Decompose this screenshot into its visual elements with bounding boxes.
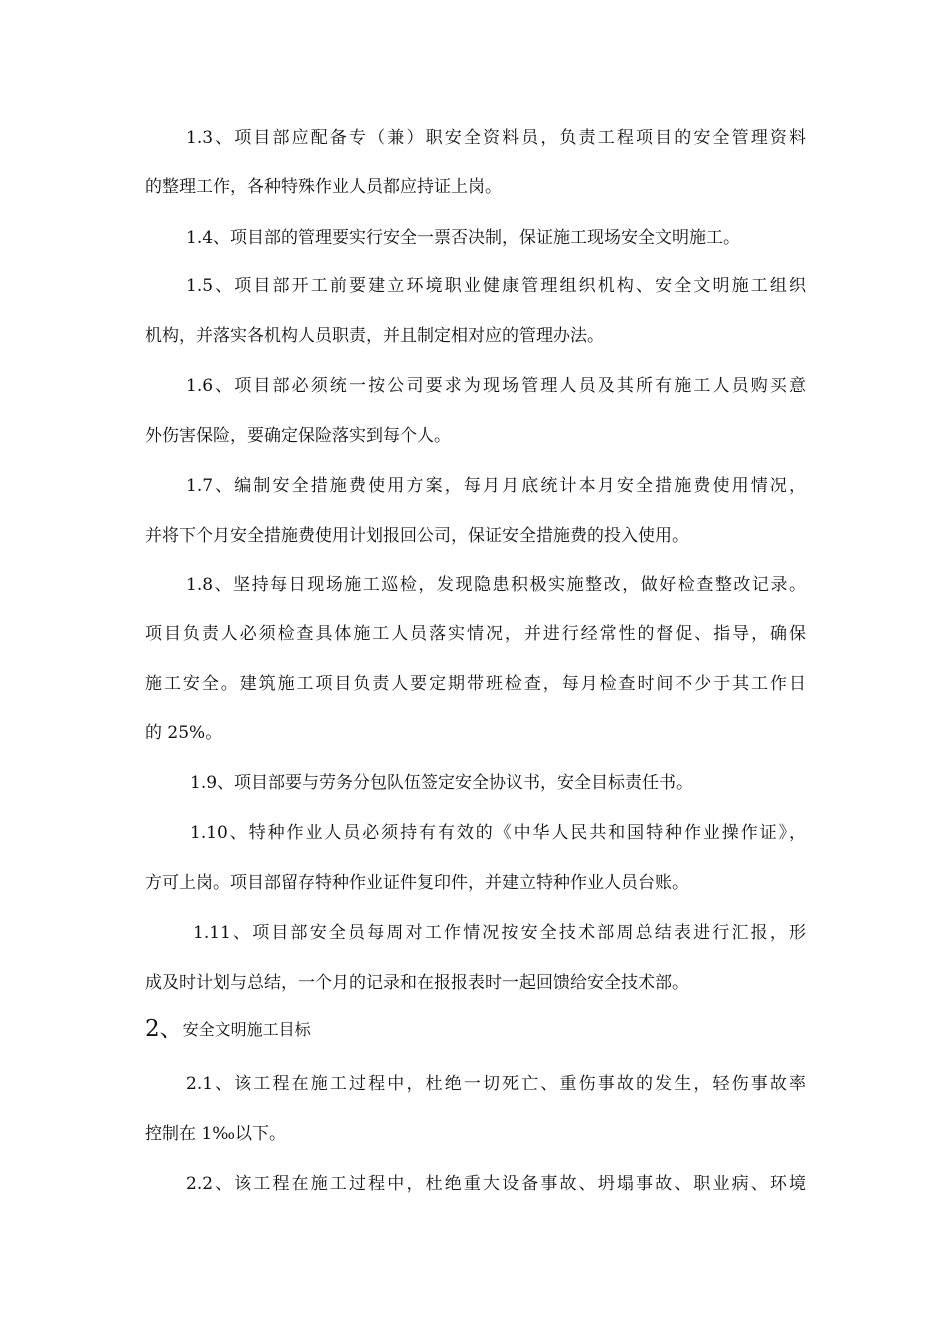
paragraph-1-10-line-1: 1.10、特种作业人员必须持有有效的《中华人民共和国特种作业操作证》，: [190, 823, 806, 843]
section-2-number: 2、: [145, 1016, 183, 1042]
paragraph-2-1-line-1: 2.1、该工程在施工过程中，杜绝一切死亡、重伤事故的发生，轻伤事故率: [186, 1074, 806, 1094]
paragraph-1-7-line-1: 1.7、编制安全措施费使用方案，每月月底统计本月安全措施费使用情况，: [186, 476, 806, 496]
paragraph-2-2-line-1: 2.2、该工程在施工过程中，杜绝重大设备事故、坍塌事故、职业病、环境: [186, 1174, 806, 1194]
paragraph-1-9-line-1: 1.9、项目部要与劳务分包队伍签定安全协议书，安全目标责任书。: [190, 773, 694, 793]
paragraph-1-8-line-2: 项目负责人必须检查具体施工人员落实情况，并进行经常性的督促、指导，确保: [145, 624, 806, 644]
paragraph-2-1-line-2: 控制在 1‰以下。: [145, 1124, 287, 1144]
paragraph-1-6-line-2: 外伤害保险，要确定保险落实到每个人。: [145, 426, 451, 446]
paragraph-1-3-line-1: 1.3、项目部应配备专（兼）职安全资料员，负责工程项目的安全管理资料: [186, 128, 806, 148]
paragraph-1-11-line-2: 成及时计划与总结，一个月的记录和在报报表时一起回馈给安全技术部。: [145, 973, 689, 993]
section-2-heading: [145, 1017, 311, 1043]
paragraph-1-10-line-2: 方可上岗。项目部留存特种作业证件复印件，并建立特种作业人员台账。: [145, 873, 689, 893]
paragraph-1-8-line-1: 1.8、坚持每日现场施工巡检，发现隐患积极实施整改，做好检查整改记录。: [186, 575, 806, 595]
paragraph-1-8-line-4: 的 25%。: [145, 723, 223, 743]
paragraph-1-5-line-1: 1.5、项目部开工前要建立环境职业健康管理组织机构、安全文明施工组织: [186, 276, 806, 296]
section-2-title: 安全文明施工目标: [182, 1020, 311, 1039]
paragraph-1-3-line-2: 的整理工作，各种特殊作业人员都应持证上岗。: [145, 177, 502, 197]
paragraph-1-4-line-1: 1.4、项目部的管理要实行安全一票否决制，保证施工现场安全文明施工。: [186, 228, 741, 248]
paragraph-1-6-line-1: 1.6、项目部必须统一按公司要求为现场管理人员及其所有施工人员购买意: [186, 376, 806, 396]
paragraph-1-11-line-1: 1.11、项目部安全员每周对工作情况按安全技术部周总结表进行汇报，形: [193, 923, 806, 943]
paragraph-1-8-line-3: 施工安全。建筑施工项目负责人要定期带班检查，每月检查时间不少于其工作日: [145, 674, 806, 694]
paragraph-1-7-line-2: 并将下个月安全措施费使用计划报回公司，保证安全措施费的投入使用。: [145, 526, 689, 546]
paragraph-1-5-line-2: 机构，并落实各机构人员职责，并且制定相对应的管理办法。: [145, 326, 604, 346]
